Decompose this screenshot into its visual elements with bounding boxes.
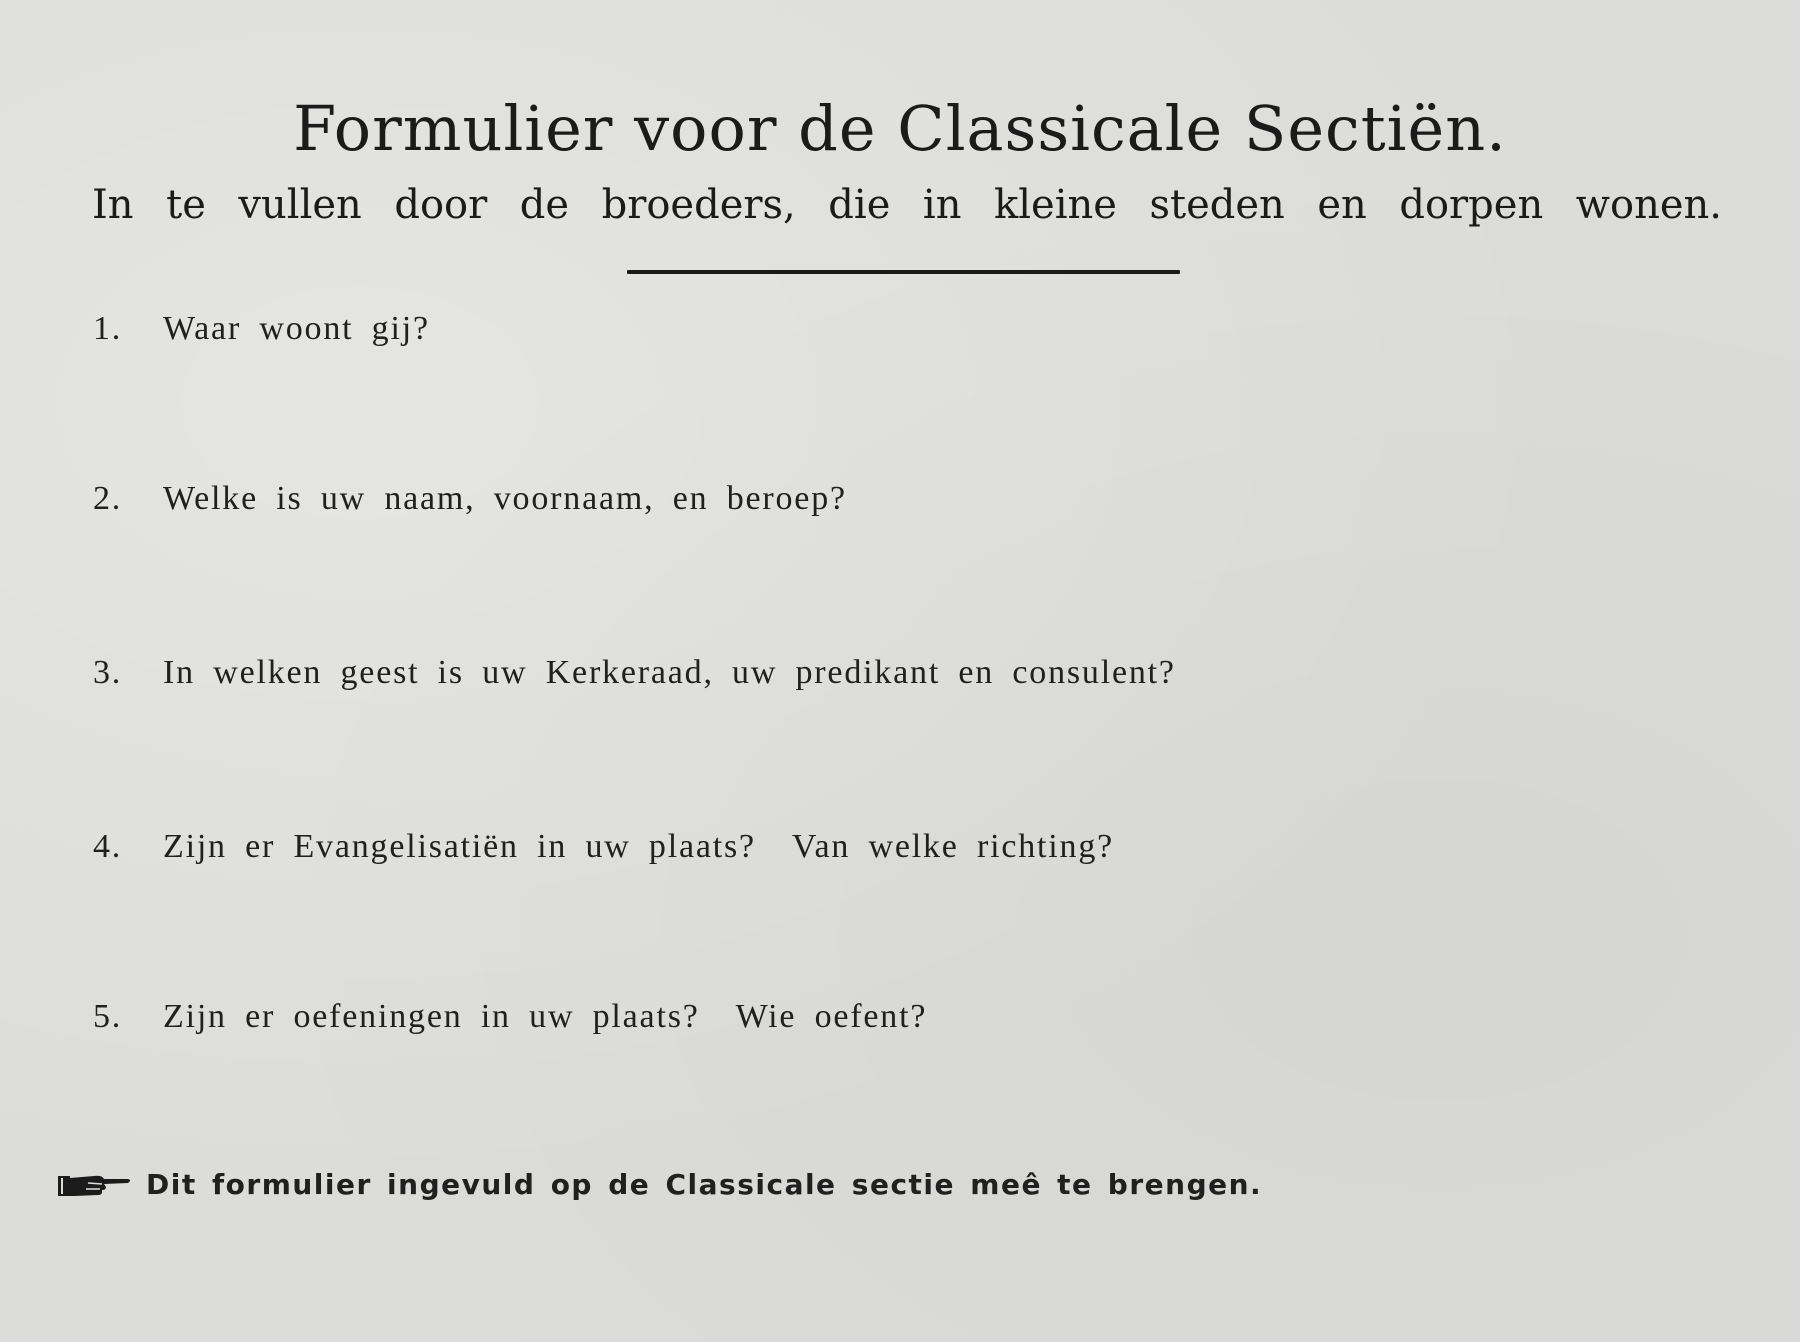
footer-note	[58, 1168, 1262, 1201]
question-3	[93, 654, 1176, 692]
question-1	[93, 310, 430, 348]
question-number: 4.	[93, 828, 123, 865]
question-text: Zijn er Evangelisatiën in uw plaats? Van welke richting?	[163, 828, 1115, 865]
question-number: 3.	[93, 654, 123, 691]
pointing-hand-icon	[58, 1170, 132, 1200]
title-divider	[627, 270, 1180, 274]
page-subtitle: In te vullen door de broeders, die in kleine steden en dorpen wonen.	[92, 182, 1722, 228]
page-title: Formulier voor de Classicale Sectiën.	[293, 92, 1507, 165]
question-text: Waar woont gij?	[163, 310, 430, 347]
question-number: 2.	[93, 480, 123, 517]
question-text: Zijn er oefeningen in uw plaats? Wie oefent?	[163, 998, 928, 1035]
question-text: In welken geest is uw Kerkeraad, uw predikant en consulent?	[163, 654, 1176, 691]
question-number: 5.	[93, 998, 123, 1035]
question-2	[93, 480, 847, 518]
footer-note-text: Dit formulier ingevuld op de Classicale sectie meê te brengen.	[146, 1168, 1263, 1201]
question-4	[93, 828, 1114, 866]
question-text: Welke is uw naam, voornaam, en beroep?	[163, 480, 847, 517]
question-5	[93, 998, 927, 1036]
question-number: 1.	[93, 310, 123, 347]
